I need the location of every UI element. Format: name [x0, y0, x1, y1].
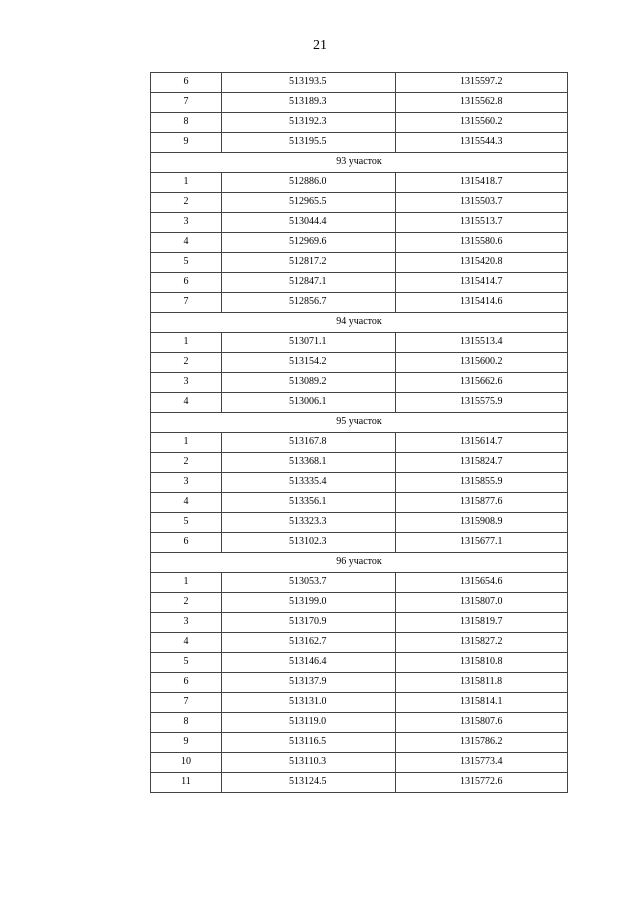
- table-row: [151, 753, 568, 773]
- point-number-cell: 1: [151, 573, 222, 593]
- y-coordinate-cell: 1315810.8: [396, 653, 568, 673]
- table-row: [151, 273, 568, 293]
- section-title: 94 участок: [151, 313, 568, 333]
- point-number-cell: 6: [151, 273, 222, 293]
- y-coordinate-cell: 1315855.9: [396, 473, 568, 493]
- section-title: 93 участок: [151, 153, 568, 173]
- y-coordinate-cell: 1315908.9: [396, 513, 568, 533]
- x-coordinate-cell: 512886.0: [222, 173, 396, 193]
- y-coordinate-cell: 1315662.6: [396, 373, 568, 393]
- point-number-cell: 1: [151, 173, 222, 193]
- x-coordinate-cell: 512817.2: [222, 253, 396, 273]
- table-row: [151, 693, 568, 713]
- y-coordinate-cell: 1315513.4: [396, 333, 568, 353]
- table-row: [151, 773, 568, 793]
- x-coordinate-cell: 512847.1: [222, 273, 396, 293]
- point-number-cell: 5: [151, 653, 222, 673]
- table-row: [151, 193, 568, 213]
- x-coordinate-cell: 513071.1: [222, 333, 396, 353]
- table-row: [151, 293, 568, 313]
- y-coordinate-cell: 1315600.2: [396, 353, 568, 373]
- y-coordinate-cell: 1315814.1: [396, 693, 568, 713]
- x-coordinate-cell: 512969.6: [222, 233, 396, 253]
- y-coordinate-cell: 1315677.1: [396, 533, 568, 553]
- table-row: [151, 113, 568, 133]
- table-row: [151, 393, 568, 413]
- point-number-cell: 3: [151, 473, 222, 493]
- x-coordinate-cell: 513189.3: [222, 93, 396, 113]
- section-title: 95 участок: [151, 413, 568, 433]
- point-number-cell: 4: [151, 633, 222, 653]
- table-row: [151, 353, 568, 373]
- point-number-cell: 6: [151, 673, 222, 693]
- x-coordinate-cell: 513167.8: [222, 433, 396, 453]
- x-coordinate-cell: 513193.5: [222, 73, 396, 93]
- point-number-cell: 1: [151, 433, 222, 453]
- x-coordinate-cell: 513006.1: [222, 393, 396, 413]
- y-coordinate-cell: 1315575.9: [396, 393, 568, 413]
- y-coordinate-cell: 1315654.6: [396, 573, 568, 593]
- y-coordinate-cell: 1315772.6: [396, 773, 568, 793]
- table-row: [151, 493, 568, 513]
- y-coordinate-cell: 1315824.7: [396, 453, 568, 473]
- table-row: [151, 613, 568, 633]
- x-coordinate-cell: 513192.3: [222, 113, 396, 133]
- section-title: 96 участок: [151, 553, 568, 573]
- y-coordinate-cell: 1315597.2: [396, 73, 568, 93]
- x-coordinate-cell: 513356.1: [222, 493, 396, 513]
- x-coordinate-cell: 513170.9: [222, 613, 396, 633]
- point-number-cell: 3: [151, 213, 222, 233]
- x-coordinate-cell: 513154.2: [222, 353, 396, 373]
- x-coordinate-cell: 513131.0: [222, 693, 396, 713]
- y-coordinate-cell: 1315786.2: [396, 733, 568, 753]
- section-header-row: [151, 553, 568, 573]
- x-coordinate-cell: 513335.4: [222, 473, 396, 493]
- point-number-cell: 3: [151, 373, 222, 393]
- x-coordinate-cell: 513089.2: [222, 373, 396, 393]
- coordinates-table-body: [151, 73, 568, 793]
- point-number-cell: 4: [151, 493, 222, 513]
- x-coordinate-cell: 512856.7: [222, 293, 396, 313]
- point-number-cell: 4: [151, 233, 222, 253]
- point-number-cell: 7: [151, 693, 222, 713]
- y-coordinate-cell: 1315827.2: [396, 633, 568, 653]
- table-row: [151, 713, 568, 733]
- x-coordinate-cell: 513368.1: [222, 453, 396, 473]
- section-header-row: [151, 313, 568, 333]
- point-number-cell: 5: [151, 253, 222, 273]
- point-number-cell: 8: [151, 713, 222, 733]
- table-row: [151, 213, 568, 233]
- x-coordinate-cell: 513146.4: [222, 653, 396, 673]
- table-row: [151, 633, 568, 653]
- y-coordinate-cell: 1315811.8: [396, 673, 568, 693]
- point-number-cell: 8: [151, 113, 222, 133]
- page-number: 21: [313, 38, 327, 53]
- table-row: [151, 513, 568, 533]
- x-coordinate-cell: 513162.7: [222, 633, 396, 653]
- y-coordinate-cell: 1315544.3: [396, 133, 568, 153]
- table-row: [151, 533, 568, 553]
- table-row: [151, 233, 568, 253]
- y-coordinate-cell: 1315580.6: [396, 233, 568, 253]
- y-coordinate-cell: 1315807.0: [396, 593, 568, 613]
- point-number-cell: 11: [151, 773, 222, 793]
- table-row: [151, 733, 568, 753]
- table-row: [151, 453, 568, 473]
- x-coordinate-cell: 513124.5: [222, 773, 396, 793]
- point-number-cell: 7: [151, 93, 222, 113]
- y-coordinate-cell: 1315560.2: [396, 113, 568, 133]
- y-coordinate-cell: 1315562.8: [396, 93, 568, 113]
- table-row: [151, 133, 568, 153]
- x-coordinate-cell: 513137.9: [222, 673, 396, 693]
- y-coordinate-cell: 1315773.4: [396, 753, 568, 773]
- table-row: [151, 373, 568, 393]
- point-number-cell: 2: [151, 193, 222, 213]
- y-coordinate-cell: 1315503.7: [396, 193, 568, 213]
- point-number-cell: 9: [151, 133, 222, 153]
- y-coordinate-cell: 1315807.6: [396, 713, 568, 733]
- point-number-cell: 6: [151, 533, 222, 553]
- point-number-cell: 3: [151, 613, 222, 633]
- table-row: [151, 473, 568, 493]
- table-row: [151, 673, 568, 693]
- x-coordinate-cell: 513119.0: [222, 713, 396, 733]
- y-coordinate-cell: 1315877.6: [396, 493, 568, 513]
- table-row: [151, 573, 568, 593]
- point-number-cell: 1: [151, 333, 222, 353]
- table-row: [151, 333, 568, 353]
- x-coordinate-cell: 513323.3: [222, 513, 396, 533]
- y-coordinate-cell: 1315513.7: [396, 213, 568, 233]
- y-coordinate-cell: 1315819.7: [396, 613, 568, 633]
- y-coordinate-cell: 1315414.6: [396, 293, 568, 313]
- x-coordinate-cell: 513116.5: [222, 733, 396, 753]
- x-coordinate-cell: 513195.5: [222, 133, 396, 153]
- table-row: [151, 73, 568, 93]
- point-number-cell: 4: [151, 393, 222, 413]
- x-coordinate-cell: 513199.0: [222, 593, 396, 613]
- point-number-cell: 2: [151, 593, 222, 613]
- y-coordinate-cell: 1315418.7: [396, 173, 568, 193]
- x-coordinate-cell: 513110.3: [222, 753, 396, 773]
- table-row: [151, 173, 568, 193]
- table-row: [151, 593, 568, 613]
- point-number-cell: 2: [151, 353, 222, 373]
- y-coordinate-cell: 1315414.7: [396, 273, 568, 293]
- x-coordinate-cell: 512965.5: [222, 193, 396, 213]
- point-number-cell: 6: [151, 73, 222, 93]
- table-row: [151, 653, 568, 673]
- coordinates-table: [150, 72, 568, 793]
- x-coordinate-cell: 513044.4: [222, 213, 396, 233]
- x-coordinate-cell: 513053.7: [222, 573, 396, 593]
- table-row: [151, 93, 568, 113]
- point-number-cell: 2: [151, 453, 222, 473]
- point-number-cell: 10: [151, 753, 222, 773]
- section-header-row: [151, 153, 568, 173]
- point-number-cell: 7: [151, 293, 222, 313]
- point-number-cell: 5: [151, 513, 222, 533]
- section-header-row: [151, 413, 568, 433]
- table-row: [151, 433, 568, 453]
- y-coordinate-cell: 1315614.7: [396, 433, 568, 453]
- x-coordinate-cell: 513102.3: [222, 533, 396, 553]
- point-number-cell: 9: [151, 733, 222, 753]
- table-row: [151, 253, 568, 273]
- y-coordinate-cell: 1315420.8: [396, 253, 568, 273]
